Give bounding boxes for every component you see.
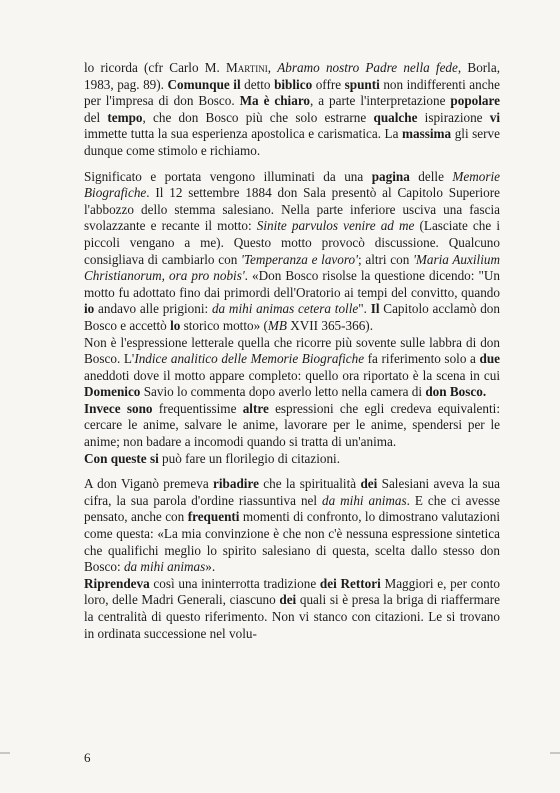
- paragraph-7: Riprendeva così una ininterrotta tradizione dei Rettori Maggiori e, per conto loro, delle Madri Generali, ciascuno dei quali si è presa la briga di riaffermare la centralità di questo riferimento. Non vi stanco con citazioni. Le si trovano in ordinata successione nel volu-: [84, 575, 500, 641]
- paragraph-3: Non è l'espressione letterale quella che ricorre più sovente sulle labbra di don Bosco. L'Indice analitico delle Memorie Biografiche fa riferimento solo a due aneddoti dove il motto appare completo: quello ora riportato è la scena in cui Domenico Savio lo commenta dopo averlo letto nella camera di don Bosco.: [84, 334, 501, 400]
- body-text: [84, 60, 500, 642]
- paragraph-6: A don Viganò premeva ribadire che la spiritualità dei Salesiani aveva la sua cifra, la sua parola d'ordine riassuntiva nel da mihi animas. E che ci avesse pensato, anche con frequenti momenti di confronto, lo dimostrano valutazioni come questa: «La mia convinzione è che non c'è nessuna espressione sintetica che qualifichi meglio lo spirito salesiano di questa, scelta dallo stesso don Bosco: da mihi animas».: [84, 476, 501, 575]
- page-number: 6: [84, 750, 91, 765]
- paragraph-4: Invece sono frequentissime altre espressioni che egli credeva equivalenti: cercare le anime, salvare le anime, lavorare per le anime, spendersi per le anime; non badare a incomodi quando si tratta di un'anima.: [84, 400, 500, 450]
- paragraph-5: Con queste si può fare un florilegio di citazioni.: [84, 450, 341, 466]
- edge-mark-left: [0, 752, 10, 754]
- paragraph-2: Significato e portata vengono illuminati da una pagina delle Memorie Biografiche. Il 12 settembre 1884 don Sala presentò al Capitolo Superiore l'abbozzo dello stemma salesiano. Nella parte inferiore usciva una fascia svolazzante e recante il motto: Sinite parvulos venire ad me (Lasciate che i piccoli vengano a me). Questo motto provocò discussione. Qualcuno consigliava di cambiarlo con 'Temperanza e lavoro'; altri con 'Maria Auxilium Christianorum, ora pro nobis'. «Don Bosco risolse la questione dicendo: "Un motto fu adottato fino dai primordi dell'Oratorio ai tempi del convitto, quando io andavo alle prigioni: da mihi animas cetera tolle". Il Capitolo acclamò don Bosco e accettò lo storico motto» (MB XVII 365-366).: [84, 168, 500, 333]
- edge-mark-right: [550, 752, 560, 754]
- paragraph-1: lo ricorda (cfr Carlo M. Martini, Abramo nostro Padre nella fede, Borla, 1983, pag. 89). Comunque il detto biblico offre spunti non indifferenti anche per l'impresa di don Bosco. Ma è chiaro, a parte l'interpretazione popolare del tempo, che don Bosco più che solo estrarne qualche ispirazione vi immette tutta la sua esperienza apostolica e carismatica. La massima gli serve dunque come stimolo e richiamo.: [84, 60, 501, 158]
